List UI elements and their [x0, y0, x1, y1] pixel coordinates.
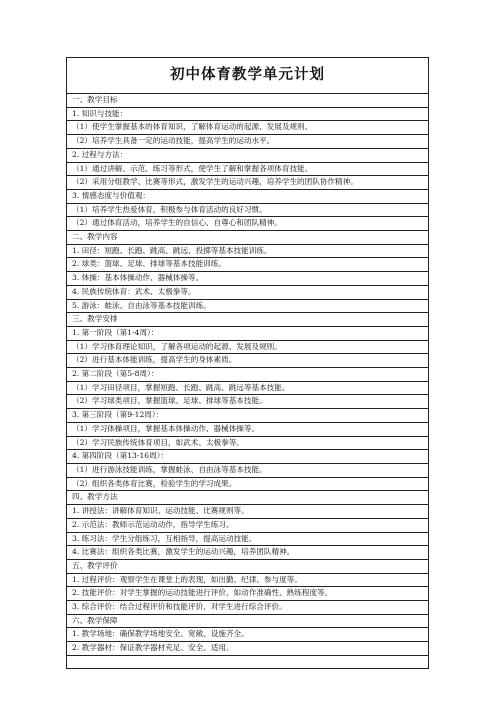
row-text: 3. 第三阶段（第9-12周）：: [67, 409, 429, 423]
table-row: [67, 450, 429, 464]
row-text: 1. 教学场地：确保教学场地安全、宽敞、设施齐全。: [67, 628, 429, 642]
table-row: [67, 409, 429, 423]
table-row: [67, 505, 429, 519]
table-row: [67, 121, 429, 135]
table-row: [67, 463, 429, 477]
row-text: （2）培养学生具备一定的运动技能，提高学生的运动水平。: [67, 135, 429, 149]
table-row: [67, 285, 429, 299]
blank-cell: [67, 655, 429, 668]
row-text: 二、教学内容: [67, 231, 429, 245]
table-row: [67, 340, 429, 354]
row-text: 一、教学目标: [67, 94, 429, 108]
table-row: [67, 189, 429, 203]
row-text: （1）通过讲解、示范、练习等形式，使学生了解和掌握各项体育技能。: [67, 162, 429, 176]
lesson-plan-table: [66, 57, 429, 669]
table-row: [67, 614, 429, 628]
row-text: 4. 第四阶段（第13-16周）：: [67, 450, 429, 464]
table-row: [67, 203, 429, 217]
row-text: 3. 情感态度与价值观：: [67, 189, 429, 203]
blank-row: [67, 655, 429, 668]
row-text: 五、教学评价: [67, 559, 429, 573]
table-row: [67, 381, 429, 395]
row-text: （2）组织各类体育比赛，检验学生的学习成果。: [67, 477, 429, 491]
table-row: [67, 244, 429, 258]
table-row: [67, 532, 429, 546]
table-row: [67, 299, 429, 313]
row-text: 四、教学方法: [67, 491, 429, 505]
table-row: [67, 395, 429, 409]
row-text: （1）进行游泳技能训练，掌握蛙泳、自由泳等基本技能。: [67, 463, 429, 477]
row-text: 1. 过程评价：观察学生在课堂上的表现，如出勤、纪律、参与度等。: [67, 573, 429, 587]
row-text: 4. 比赛法：组织各类比赛，激发学生的运动兴趣，培养团队精神。: [67, 546, 429, 560]
table-row: [67, 477, 429, 491]
row-text: 2. 球类：篮球、足球、排球等基本技能训练。: [67, 258, 429, 272]
table-row: [67, 94, 429, 108]
row-text: 1. 田径：短跑、长跑、跳高、跳远、投掷等基本技能训练。: [67, 244, 429, 258]
row-text: （1）培养学生热爱体育，积极参与体育活动的良好习惯。: [67, 203, 429, 217]
row-text: 2. 教学器材：保证教学器材充足、安全、适用。: [67, 642, 429, 656]
page-title: 初中体育教学单元计划: [67, 58, 429, 94]
row-text: （1）学习体操项目，掌握基本体操动作、器械体操等。: [67, 422, 429, 436]
table-row: [67, 518, 429, 532]
row-text: 1. 知识与技能：: [67, 107, 429, 121]
table-row: [67, 573, 429, 587]
table-row: [67, 628, 429, 642]
table-row: [67, 559, 429, 573]
row-text: （1）学习田径项目，掌握短跑、长跑、跳高、跳远等基本技能。: [67, 381, 429, 395]
row-text: 3. 综合评价：结合过程评价和技能评价，对学生进行综合评价。: [67, 601, 429, 615]
row-text: 2. 第二阶段（第5-8周）：: [67, 368, 429, 382]
table-row: [67, 148, 429, 162]
table-row: [67, 272, 429, 286]
row-text: （2）采用分组教学、比赛等形式，激发学生的运动兴趣，培养学生的团队协作精神。: [67, 176, 429, 190]
row-text: 4. 民族传统体育：武术、太极拳等。: [67, 285, 429, 299]
table-row: [67, 258, 429, 272]
table-row: [67, 422, 429, 436]
row-text: 3. 练习法：学生分组练习，互相指导，提高运动技能。: [67, 532, 429, 546]
row-text: 1. 第一阶段（第1-4周）：: [67, 326, 429, 340]
table-row: [67, 176, 429, 190]
row-text: （2）通过体育活动，培养学生的自信心、自尊心和团队精神。: [67, 217, 429, 231]
table-row: [67, 326, 429, 340]
row-text: 2. 技能评价：对学生掌握的运动技能进行评价，如动作准确性、熟练程度等。: [67, 587, 429, 601]
row-text: 3. 体操：基本体操动作、器械体操等。: [67, 272, 429, 286]
row-text: 5. 游泳：蛙泳、自由泳等基本技能训练。: [67, 299, 429, 313]
table-row: [67, 601, 429, 615]
table-row: [67, 491, 429, 505]
table-row: [67, 546, 429, 560]
row-text: （1）学习体育理论知识，了解各项运动的起源、发展及规则。: [67, 340, 429, 354]
row-text: （2）学习民族传统体育项目，如武术、太极拳等。: [67, 436, 429, 450]
table-row: [67, 107, 429, 121]
row-text: 六、教学保障: [67, 614, 429, 628]
table-row: [67, 642, 429, 656]
table-row: [67, 217, 429, 231]
table-row: [67, 436, 429, 450]
table-row: [67, 587, 429, 601]
row-text: （2）学习球类项目，掌握篮球、足球、排球等基本技能。: [67, 395, 429, 409]
table-row: [67, 368, 429, 382]
row-text: 三、教学安排: [67, 313, 429, 327]
table-row: [67, 313, 429, 327]
table-row: [67, 354, 429, 368]
row-text: 1. 讲授法：讲解体育知识、运动技能、比赛规则等。: [67, 505, 429, 519]
table-row: [67, 135, 429, 149]
row-text: （2）进行基本体能训练，提高学生的身体素质。: [67, 354, 429, 368]
title-row: [67, 58, 429, 94]
row-text: 2. 示范法：教师示范运动动作，指导学生练习。: [67, 518, 429, 532]
row-text: （1）使学生掌握基本的体育知识，了解体育运动的起源、发展及规则。: [67, 121, 429, 135]
table-row: [67, 231, 429, 245]
table-row: [67, 162, 429, 176]
row-text: 2. 过程与方法：: [67, 148, 429, 162]
